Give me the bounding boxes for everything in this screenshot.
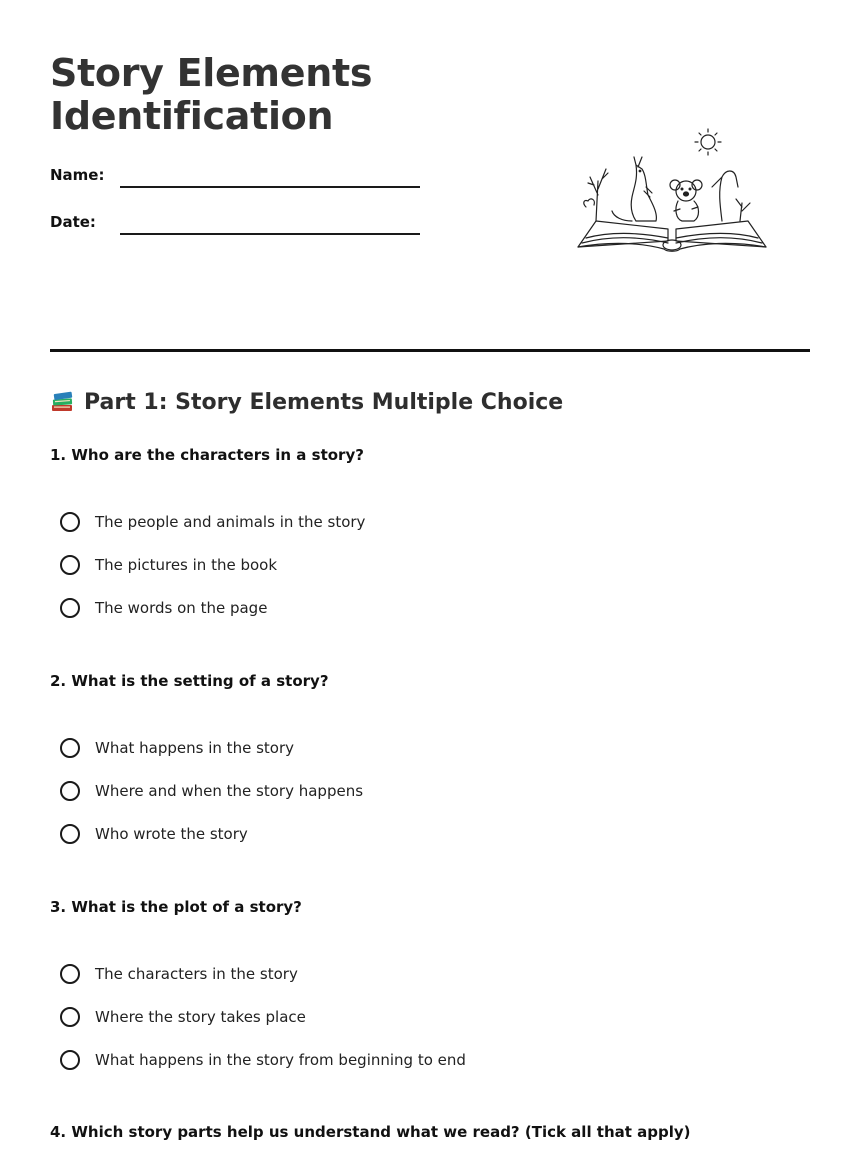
section-divider	[50, 349, 810, 352]
open-storybook-with-kangaroo-koala-icon	[572, 125, 772, 255]
question-text: 1. Who are the characters in a story?	[50, 446, 364, 464]
title-line-1: Story Elements	[50, 51, 373, 95]
radio-circle[interactable]	[60, 1050, 80, 1070]
title-line-2: Identification	[50, 94, 334, 138]
radio-circle[interactable]	[60, 555, 80, 575]
date-line[interactable]	[120, 233, 420, 235]
option-row[interactable]	[60, 586, 365, 629]
name-line[interactable]	[120, 186, 420, 188]
radio-circle[interactable]	[60, 512, 80, 532]
option-row[interactable]	[60, 1038, 466, 1081]
option-label: The people and animals in the story	[95, 512, 366, 531]
option-label: What happens in the story	[95, 738, 294, 757]
radio-circle[interactable]	[60, 1007, 80, 1027]
radio-circle[interactable]	[60, 781, 80, 801]
books-icon	[50, 388, 76, 414]
radio-circle[interactable]	[60, 598, 80, 618]
option-row[interactable]	[60, 769, 363, 812]
question-1-options	[60, 500, 365, 629]
question-3	[50, 897, 810, 1069]
option-label: What happens in the story from beginning to end	[95, 1050, 466, 1069]
question-2-options	[60, 726, 363, 855]
part1-title-text: Part 1: Story Elements Multiple Choice	[84, 390, 564, 415]
question-1	[50, 445, 810, 617]
option-row[interactable]	[60, 726, 363, 769]
option-label: The pictures in the book	[95, 555, 278, 574]
radio-circle[interactable]	[60, 738, 80, 758]
radio-circle[interactable]	[60, 964, 80, 984]
worksheet-title	[50, 52, 470, 138]
question-2	[50, 671, 810, 843]
name-label: Name:	[50, 166, 105, 184]
question-text: 3. What is the plot of a story?	[50, 898, 302, 916]
option-row[interactable]	[60, 543, 365, 586]
option-row[interactable]	[60, 995, 466, 1038]
question-text: 4. Which story parts help us understand what we read? (Tick all that apply)	[50, 1123, 691, 1141]
part1-title	[50, 388, 563, 418]
option-label: Where the story takes place	[95, 1007, 306, 1026]
option-row[interactable]	[60, 952, 466, 995]
radio-circle[interactable]	[60, 824, 80, 844]
option-row[interactable]	[60, 812, 363, 855]
option-label: Who wrote the story	[95, 824, 248, 843]
date-label: Date:	[50, 213, 96, 231]
question-4	[50, 1122, 810, 1142]
option-label: The words on the page	[95, 598, 268, 617]
option-label: The characters in the story	[95, 964, 298, 983]
option-label: Where and when the story happens	[95, 781, 364, 800]
name-field	[50, 166, 420, 190]
option-row[interactable]	[60, 500, 365, 543]
date-field	[50, 213, 420, 237]
question-3-options	[60, 952, 466, 1081]
question-text: 2. What is the setting of a story?	[50, 672, 329, 690]
